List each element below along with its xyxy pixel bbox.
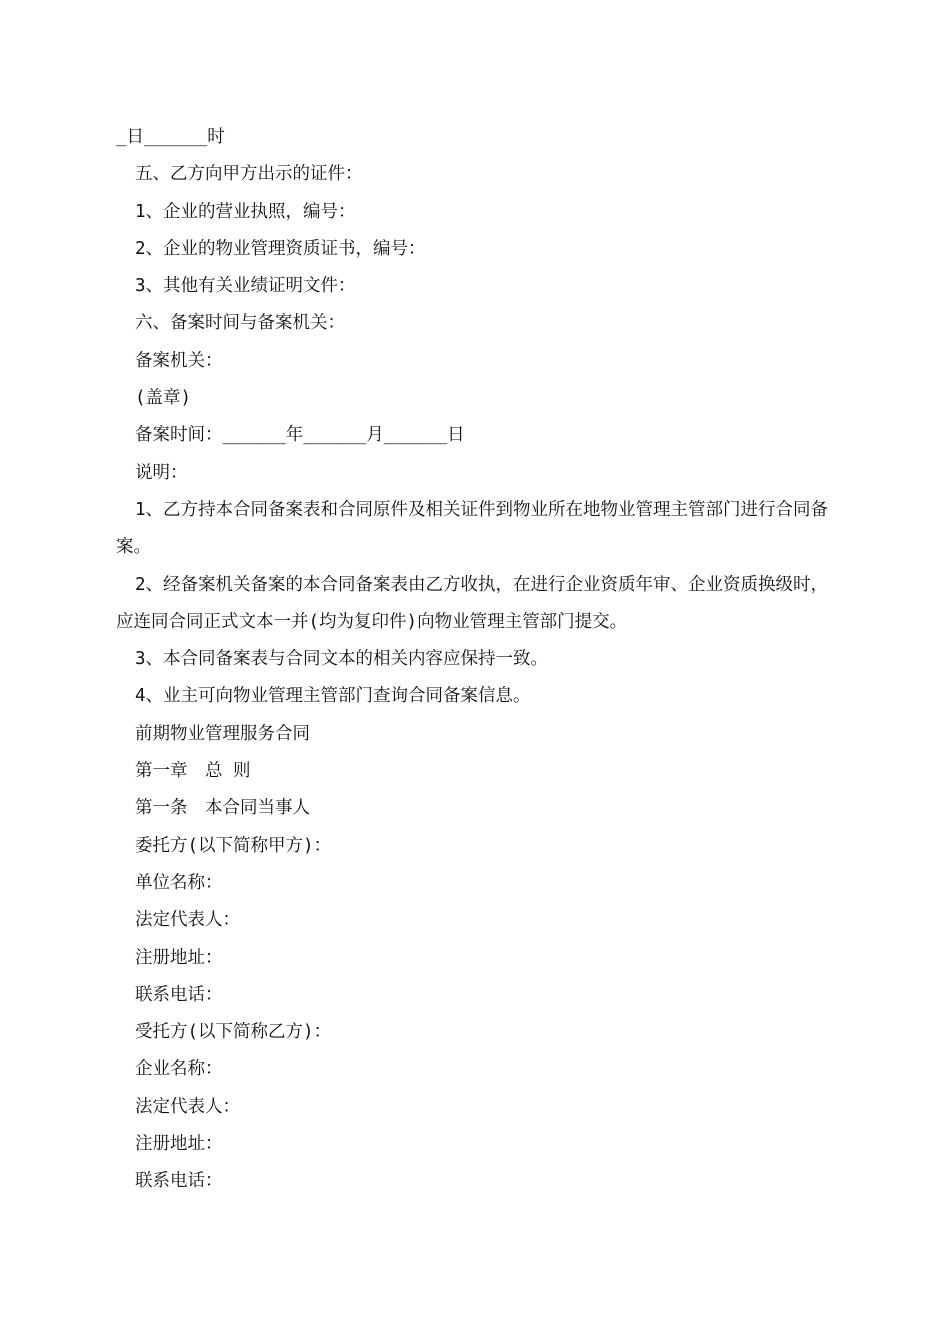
party-a-unit-name: 单位名称： [135, 872, 223, 893]
business-license-item: 1、企业的营业执照，编号： [135, 201, 356, 222]
chapter-one-heading: 第一章 总 则 [135, 761, 251, 782]
contract-title: 前期物业管理服务合同 [135, 723, 310, 744]
document-body [116, 119, 836, 1201]
party-a-legal-representative: 法定代表人： [135, 910, 240, 931]
note-item-4: 4、业主可向物业管理主管部门查询合同备案信息。 [135, 686, 531, 707]
filing-authority-label: 备案机关： [135, 350, 223, 371]
time-fill-line: _日______时 [116, 127, 225, 147]
note-item-1: 1、乙方持本合同备案表和合同原件及相关证件到物业所在地物业管理主管部门进行合同备案。 [116, 499, 829, 558]
qualification-certificate-item: 2、企业的物业管理资质证书，编号： [135, 238, 426, 259]
section-five-heading: 五、乙方向甲方出示的证件： [135, 164, 363, 185]
party-b-company-name: 企业名称： [135, 1059, 223, 1080]
party-a-phone: 联系电话： [135, 984, 223, 1005]
performance-documents-item: 3、其他有关业绩证明文件： [135, 276, 356, 297]
party-a-heading: 委托方(以下简称甲方)： [135, 835, 332, 856]
party-b-heading: 受托方(以下简称乙方)： [135, 1022, 332, 1043]
party-b-registered-address: 注册地址： [135, 1134, 223, 1155]
party-a-registered-address: 注册地址： [135, 947, 223, 968]
article-one-heading: 第一条 本合同当事人 [135, 798, 310, 819]
party-b-phone: 联系电话： [135, 1171, 223, 1192]
filing-date-line: 备案时间：______年______月______日 [135, 425, 465, 446]
note-item-2: 2、经备案机关备案的本合同备案表由乙方收执，在进行企业资质年审、企业资质换级时，应连同合同正式文本一并(均为复印件)向物业管理主管部门提交。 [116, 574, 829, 632]
seal-label: (盖章) [135, 388, 192, 409]
notes-heading: 说明： [135, 462, 188, 483]
section-six-heading: 六、备案时间与备案机关： [135, 313, 345, 334]
party-b-legal-representative: 法定代表人： [135, 1096, 240, 1117]
note-item-3: 3、本合同备案表与合同文本的相关内容应保持一致。 [135, 649, 549, 670]
